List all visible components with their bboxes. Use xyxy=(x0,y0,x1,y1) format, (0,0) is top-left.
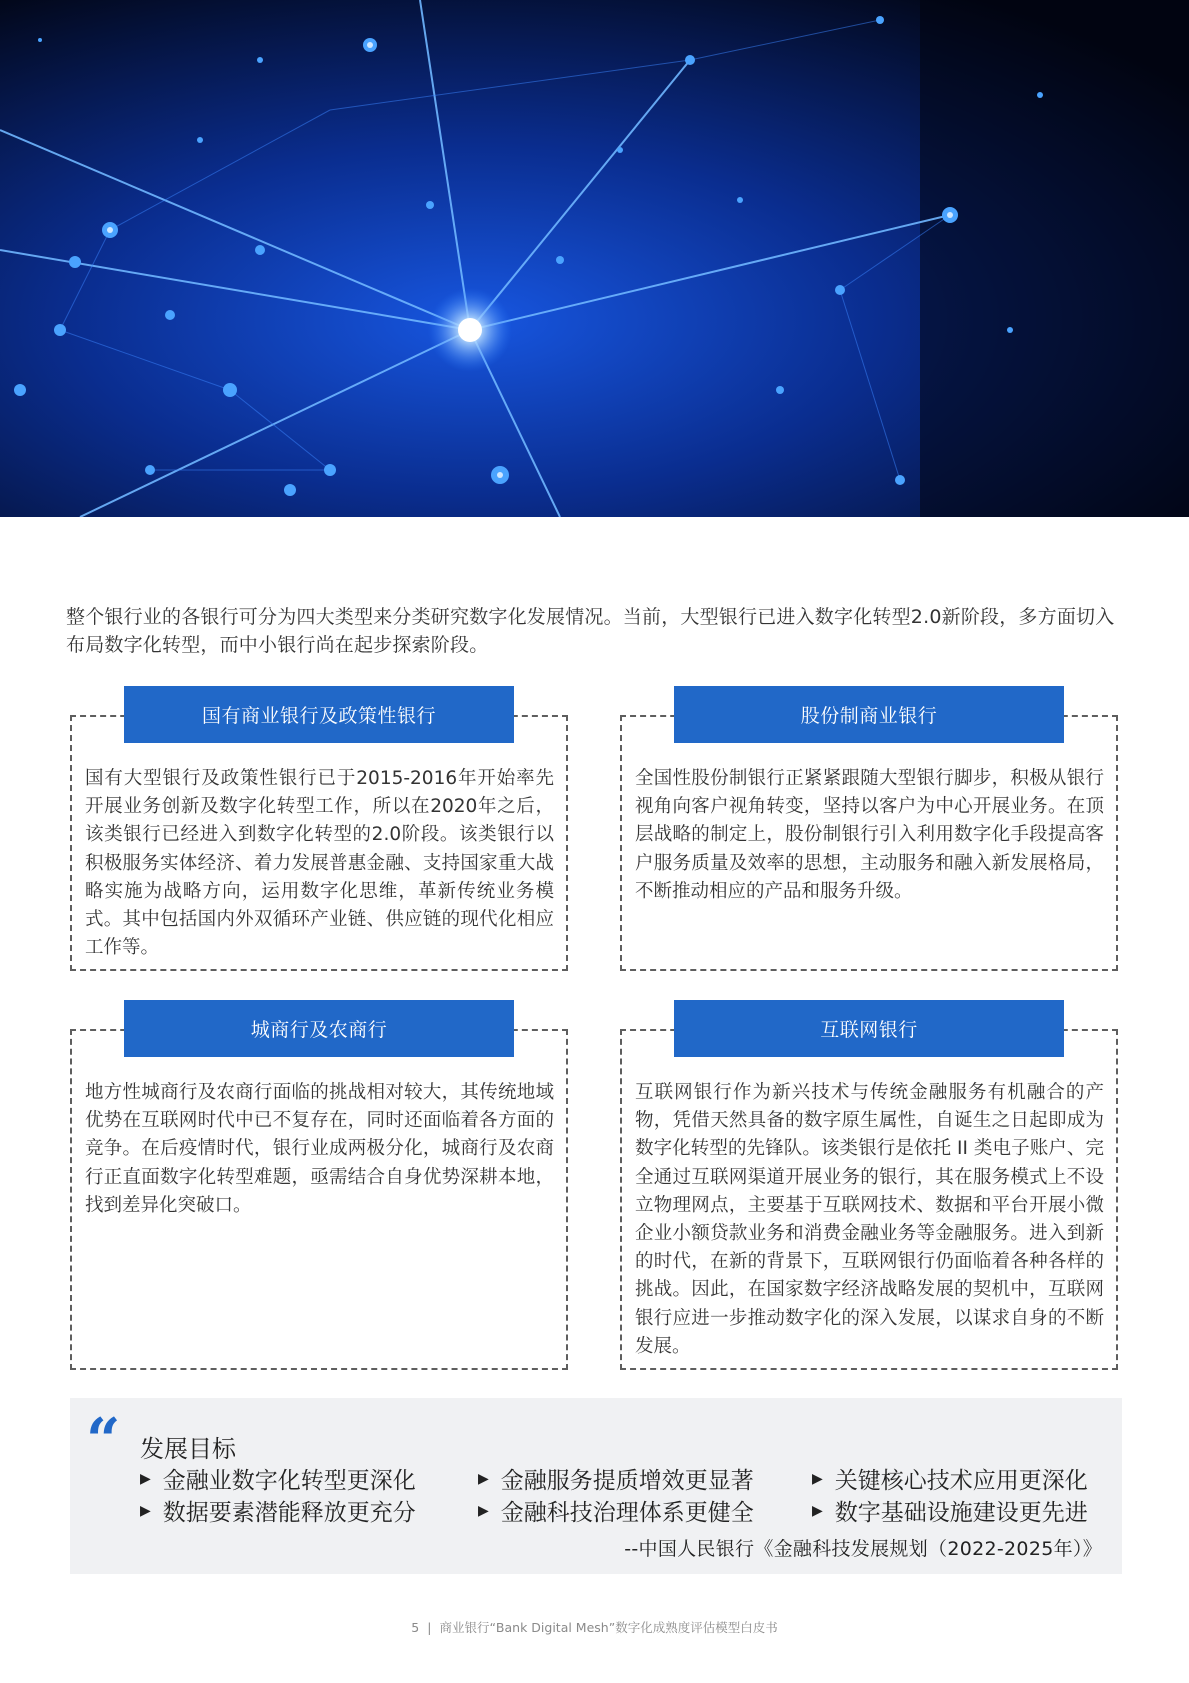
card-title: 城商行及农商行 xyxy=(124,1000,514,1057)
intro-paragraph: 整个银行业的各银行可分为四大类型来分类研究数字化发展情况。当前，大型银行已进入数字化转型2.0新阶段，多方面切入布局数字化转型，而中小银行尚在起步探索阶段。 xyxy=(66,606,1115,656)
card-body: 互联网银行作为新兴技术与传统金融服务有机融合的产物，凭借天然具备的数字原生属性，自诞生之日起即成为数字化转型的先锋队。该类银行是依托 II 类电子账户、完全通过互联网渠道开展业务的银行，其在服务模式上不设立物理网点，主要基于互联网技术、数据和平台开展小微企业小额贷款业务和消费金融业务等金融服务。进入到新的时代，在新的背景下，互联网银行仍面临着各种各样的挑战。因此，在国家数字经济战略发展的契机中，互联网银行应进一步推动数字化的深入发展，以谋求自身的不断发展。 xyxy=(635,1082,1104,1357)
quote-icon: “ xyxy=(86,1406,121,1476)
goal-item-text: 金融业数字化转型更深化 xyxy=(162,1468,416,1494)
bank-type-card-city-rural xyxy=(70,1000,568,1370)
goal-item-text: 数字基础设施建设更先进 xyxy=(834,1500,1088,1526)
bank-type-card-internet xyxy=(620,1000,1118,1370)
card-title: 国有商业银行及政策性银行 xyxy=(124,686,514,743)
goal-item xyxy=(140,1494,416,1527)
goal-item xyxy=(478,1462,754,1495)
bullet-triangle-icon: ▶ xyxy=(812,1502,823,1519)
card-body: 全国性股份制银行正紧紧跟随大型银行脚步，积极从银行视角向客户视角转变，坚持以客户为中心开展业务。在顶层战略的制定上，股份制银行引入利用数字化手段提高客户服务质量及效率的思想，主动服务和融入新发展格局，不断推动相应的产品和服务升级。 xyxy=(635,768,1104,902)
goal-item xyxy=(812,1462,1088,1495)
goal-item-text: 金融科技治理体系更健全 xyxy=(500,1500,754,1526)
goal-item xyxy=(812,1494,1088,1527)
goal-item xyxy=(478,1494,754,1527)
bullet-triangle-icon: ▶ xyxy=(478,1470,489,1487)
bullet-triangle-icon: ▶ xyxy=(812,1470,823,1487)
card-title: 股份制商业银行 xyxy=(674,686,1064,743)
bank-type-card-joint-stock xyxy=(620,686,1118,971)
goals-title: 发展目标 xyxy=(140,1435,236,1463)
page-footer xyxy=(0,1618,1189,1636)
hero-network-image xyxy=(0,0,1189,517)
development-goals-quote xyxy=(70,1398,1122,1574)
goal-item-text: 关键核心技术应用更深化 xyxy=(834,1468,1088,1494)
footer-title: 商业银行“Bank Digital Mesh”数字化成熟度评估模型白皮书 xyxy=(439,1620,778,1635)
quote-source: --中国人民银行《金融科技发展规划（2022-2025年）》 xyxy=(624,1538,1102,1560)
bank-type-card-state-owned xyxy=(70,686,568,971)
bullet-triangle-icon: ▶ xyxy=(478,1502,489,1519)
goal-item-text: 数据要素潜能释放更充分 xyxy=(162,1500,416,1526)
bullet-triangle-icon: ▶ xyxy=(140,1470,151,1487)
card-body: 国有大型银行及政策性银行已于2015-2016年开始率先开展业务创新及数字化转型工作，所以在2020年之后，该类银行已经进入到数字化转型的2.0阶段。该类银行以积极服务实体经济、着力发展普惠金融、支持国家重大战略实施为战略方向，运用数字化思维，革新传统业务模式。其中包括国内外双循环产业链、供应链的现代化相应工作等。 xyxy=(85,768,554,959)
page-number: 5 xyxy=(411,1620,420,1635)
goal-item xyxy=(140,1462,416,1495)
footer-separator: | xyxy=(427,1620,432,1635)
bullet-triangle-icon: ▶ xyxy=(140,1502,151,1519)
card-title: 互联网银行 xyxy=(674,1000,1064,1057)
goal-item-text: 金融服务提质增效更显著 xyxy=(500,1468,754,1494)
card-body: 地方性城商行及农商行面临的挑战相对较大，其传统地域优势在互联网时代中已不复存在，同时还面临着各方面的竞争。在后疫情时代，银行业成两极分化，城商行及农商行正直面数字化转型难题，亟需结合自身优势深耕本地，找到差异化突破口。 xyxy=(85,1082,554,1216)
